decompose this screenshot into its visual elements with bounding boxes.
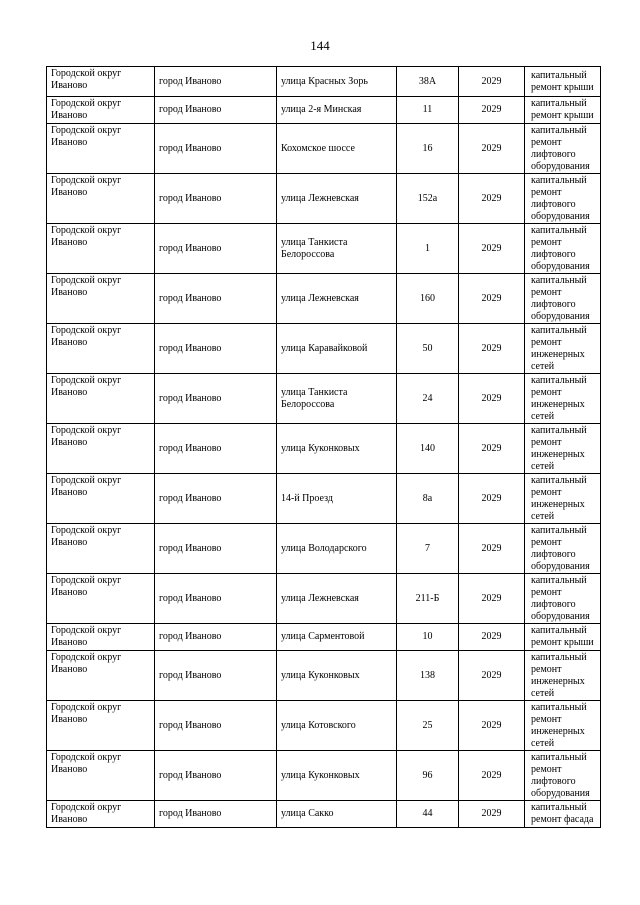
house-number-cell: 11: [397, 97, 459, 124]
municipality-cell: Городской округ Иваново: [47, 524, 155, 574]
table-row: [47, 224, 601, 274]
municipality-cell: Городской округ Иваново: [47, 701, 155, 751]
year-cell: 2029: [459, 224, 525, 274]
municipality-cell: Городской округ Иваново: [47, 374, 155, 424]
work-type-cell: капитальный ремонт лифтового оборудования: [525, 751, 601, 801]
street-cell: улица Куконковых: [277, 751, 397, 801]
settlement-cell: город Иваново: [155, 324, 277, 374]
municipality-cell: Городской округ Иваново: [47, 424, 155, 474]
work-type-cell: капитальный ремонт лифтового оборудования: [525, 124, 601, 174]
work-type-cell: капитальный ремонт лифтового оборудования: [525, 274, 601, 324]
page-number: 144: [310, 38, 330, 53]
settlement-cell: город Иваново: [155, 651, 277, 701]
street-cell: улица Каравайковой: [277, 324, 397, 374]
settlement-cell: город Иваново: [155, 624, 277, 651]
house-number-cell: 152а: [397, 174, 459, 224]
table-row: [47, 801, 601, 828]
house-number-cell: 25: [397, 701, 459, 751]
work-type-cell: капитальный ремонт фасада: [525, 801, 601, 828]
house-number-cell: 16: [397, 124, 459, 174]
year-cell: 2029: [459, 174, 525, 224]
table-row: [47, 374, 601, 424]
house-number-cell: 140: [397, 424, 459, 474]
street-cell: улица Володарского: [277, 524, 397, 574]
house-number-cell: 10: [397, 624, 459, 651]
street-cell: 14-й Проезд: [277, 474, 397, 524]
municipality-cell: Городской округ Иваново: [47, 97, 155, 124]
table-row: [47, 324, 601, 374]
house-number-cell: 96: [397, 751, 459, 801]
municipality-cell: Городской округ Иваново: [47, 274, 155, 324]
table-row: [47, 124, 601, 174]
work-type-cell: капитальный ремонт лифтового оборудования: [525, 224, 601, 274]
table-body: [47, 67, 601, 828]
table-row: [47, 474, 601, 524]
municipality-cell: Городской округ Иваново: [47, 224, 155, 274]
year-cell: 2029: [459, 624, 525, 651]
repair-schedule-table: [46, 66, 601, 828]
settlement-cell: город Иваново: [155, 701, 277, 751]
street-cell: улица Лежневская: [277, 574, 397, 624]
year-cell: 2029: [459, 701, 525, 751]
year-cell: 2029: [459, 124, 525, 174]
street-cell: Кохомское шоссе: [277, 124, 397, 174]
settlement-cell: город Иваново: [155, 224, 277, 274]
municipality-cell: Городской округ Иваново: [47, 174, 155, 224]
house-number-cell: 24: [397, 374, 459, 424]
work-type-cell: капитальный ремонт крыши: [525, 624, 601, 651]
street-cell: улица Танкиста Белороссова: [277, 374, 397, 424]
house-number-cell: 44: [397, 801, 459, 828]
street-cell: улица Сарментовой: [277, 624, 397, 651]
municipality-cell: Городской округ Иваново: [47, 324, 155, 374]
year-cell: 2029: [459, 474, 525, 524]
work-type-cell: капитальный ремонт лифтового оборудования: [525, 174, 601, 224]
house-number-cell: 8а: [397, 474, 459, 524]
work-type-cell: капитальный ремонт инженерных сетей: [525, 701, 601, 751]
street-cell: улица Куконковых: [277, 424, 397, 474]
work-type-cell: капитальный ремонт лифтового оборудования: [525, 524, 601, 574]
settlement-cell: город Иваново: [155, 97, 277, 124]
street-cell: улица Лежневская: [277, 174, 397, 224]
street-cell: улица 2-я Минская: [277, 97, 397, 124]
work-type-cell: капитальный ремонт крыши: [525, 67, 601, 97]
street-cell: улица Красных Зорь: [277, 67, 397, 97]
settlement-cell: город Иваново: [155, 751, 277, 801]
table-row: [47, 624, 601, 651]
settlement-cell: город Иваново: [155, 67, 277, 97]
table-row: [47, 67, 601, 97]
settlement-cell: город Иваново: [155, 174, 277, 224]
settlement-cell: город Иваново: [155, 374, 277, 424]
table-row: [47, 97, 601, 124]
year-cell: 2029: [459, 751, 525, 801]
street-cell: улица Сакко: [277, 801, 397, 828]
table-row: [47, 174, 601, 224]
year-cell: 2029: [459, 574, 525, 624]
table-row: [47, 651, 601, 701]
table-row: [47, 524, 601, 574]
municipality-cell: Городской округ Иваново: [47, 651, 155, 701]
year-cell: 2029: [459, 67, 525, 97]
work-type-cell: капитальный ремонт крыши: [525, 97, 601, 124]
house-number-cell: 7: [397, 524, 459, 574]
year-cell: 2029: [459, 324, 525, 374]
settlement-cell: город Иваново: [155, 801, 277, 828]
settlement-cell: город Иваново: [155, 124, 277, 174]
house-number-cell: 211-Б: [397, 574, 459, 624]
year-cell: 2029: [459, 274, 525, 324]
table-row: [47, 574, 601, 624]
house-number-cell: 160: [397, 274, 459, 324]
house-number-cell: 1: [397, 224, 459, 274]
settlement-cell: город Иваново: [155, 474, 277, 524]
municipality-cell: Городской округ Иваново: [47, 67, 155, 97]
year-cell: 2029: [459, 801, 525, 828]
work-type-cell: капитальный ремонт инженерных сетей: [525, 424, 601, 474]
year-cell: 2029: [459, 374, 525, 424]
table-row: [47, 751, 601, 801]
house-number-cell: 50: [397, 324, 459, 374]
settlement-cell: город Иваново: [155, 424, 277, 474]
municipality-cell: Городской округ Иваново: [47, 574, 155, 624]
street-cell: улица Котовского: [277, 701, 397, 751]
municipality-cell: Городской округ Иваново: [47, 801, 155, 828]
house-number-cell: 138: [397, 651, 459, 701]
work-type-cell: капитальный ремонт инженерных сетей: [525, 374, 601, 424]
work-type-cell: капитальный ремонт лифтового оборудования: [525, 574, 601, 624]
work-type-cell: капитальный ремонт инженерных сетей: [525, 324, 601, 374]
settlement-cell: город Иваново: [155, 274, 277, 324]
year-cell: 2029: [459, 524, 525, 574]
settlement-cell: город Иваново: [155, 524, 277, 574]
table-row: [47, 701, 601, 751]
street-cell: улица Лежневская: [277, 274, 397, 324]
settlement-cell: город Иваново: [155, 574, 277, 624]
work-type-cell: капитальный ремонт инженерных сетей: [525, 474, 601, 524]
street-cell: улица Куконковых: [277, 651, 397, 701]
year-cell: 2029: [459, 424, 525, 474]
table-row: [47, 424, 601, 474]
street-cell: улица Танкиста Белороссова: [277, 224, 397, 274]
year-cell: 2029: [459, 97, 525, 124]
house-number-cell: 38А: [397, 67, 459, 97]
municipality-cell: Городской округ Иваново: [47, 474, 155, 524]
municipality-cell: Городской округ Иваново: [47, 124, 155, 174]
year-cell: 2029: [459, 651, 525, 701]
municipality-cell: Городской округ Иваново: [47, 751, 155, 801]
table-row: [47, 274, 601, 324]
work-type-cell: капитальный ремонт инженерных сетей: [525, 651, 601, 701]
municipality-cell: Городской округ Иваново: [47, 624, 155, 651]
